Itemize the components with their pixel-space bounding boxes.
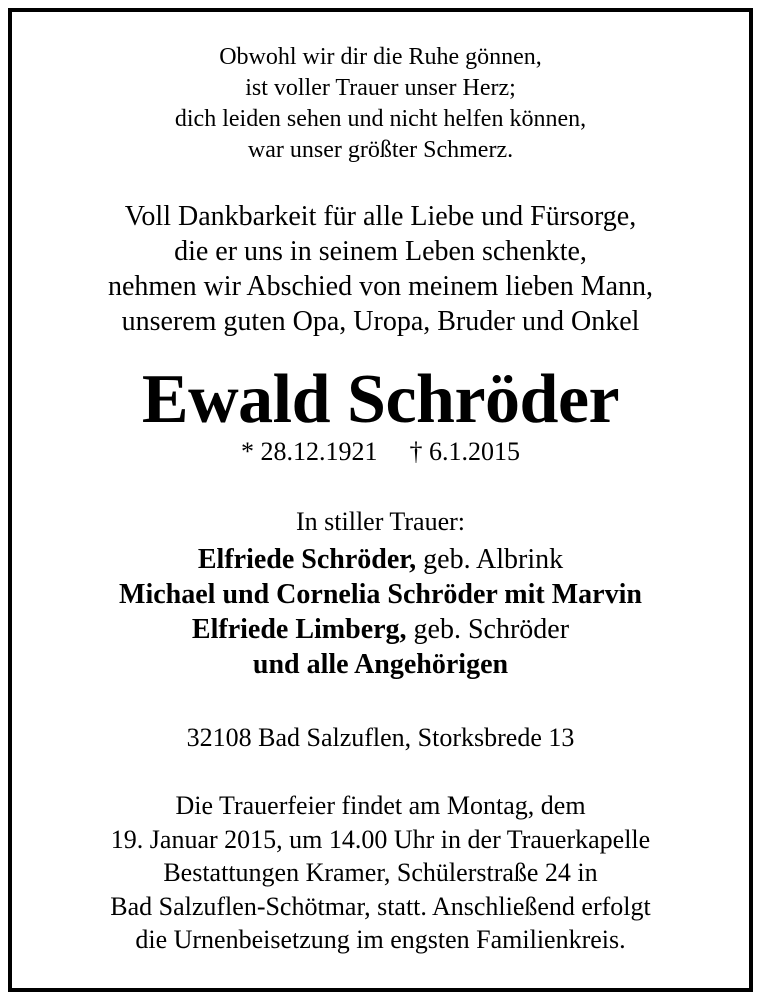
ceremony-line: Die Trauerfeier findet am Montag, dem — [175, 791, 586, 820]
poem-line: dich leiden sehen und nicht helfen können, — [174, 106, 587, 132]
poem-line: war unser größter Schmerz. — [247, 137, 514, 163]
family-member — [0, 612, 761, 647]
intro-line: die er uns in seinem Leben schenkte, — [174, 236, 587, 267]
mourning-label: In stiller Trauer: — [296, 507, 465, 536]
family-member-maiden-name: geb. Albrink — [416, 544, 564, 575]
deceased-name: Ewald Schröder — [141, 361, 620, 438]
intro-line: unserem guten Opa, Uropa, Bruder und Onkel — [121, 306, 640, 337]
family-relatives: und alle Angehörigen — [252, 649, 509, 680]
poem-verse — [0, 42, 761, 166]
poem-line: Obwohl wir dir die Ruhe gönnen, — [219, 44, 542, 70]
death-date: † 6.1.2015 — [409, 437, 520, 466]
ceremony-line: 19. Januar 2015, um 14.00 Uhr in der Trauerkapelle — [110, 824, 651, 854]
family-member-name: Elfriede Limberg, — [191, 614, 407, 645]
ceremony-line: Bestattungen Kramer, Schülerstraße 24 in — [163, 858, 598, 887]
birth-date: * 28.12.1921 — [241, 437, 378, 466]
intro-line: nehmen wir Abschied von meinem lieben Mann, — [107, 271, 654, 302]
family-member — [0, 542, 761, 577]
ceremony-line: Bad Salzuflen-Schötmar, statt. Anschließend erfolgt — [110, 891, 651, 921]
life-dates — [0, 436, 761, 468]
family-member-maiden-name: geb. Schröder — [406, 614, 570, 645]
intro-line: Voll Dankbarkeit für alle Liebe und Fürsorge, — [124, 201, 637, 232]
ceremony-details — [0, 789, 761, 957]
family-list — [0, 542, 761, 682]
farewell-intro — [0, 199, 761, 339]
poem-line: ist voller Trauer unser Herz; — [245, 75, 516, 101]
family-member: Michael und Cornelia Schröder mit Marvin — [119, 579, 642, 610]
family-address: 32108 Bad Salzuflen, Storksbrede 13 — [186, 723, 575, 752]
ceremony-line: die Urnenbeisetzung im engsten Familienkreis. — [135, 925, 626, 954]
family-member-name: Elfriede Schröder, — [197, 544, 417, 575]
